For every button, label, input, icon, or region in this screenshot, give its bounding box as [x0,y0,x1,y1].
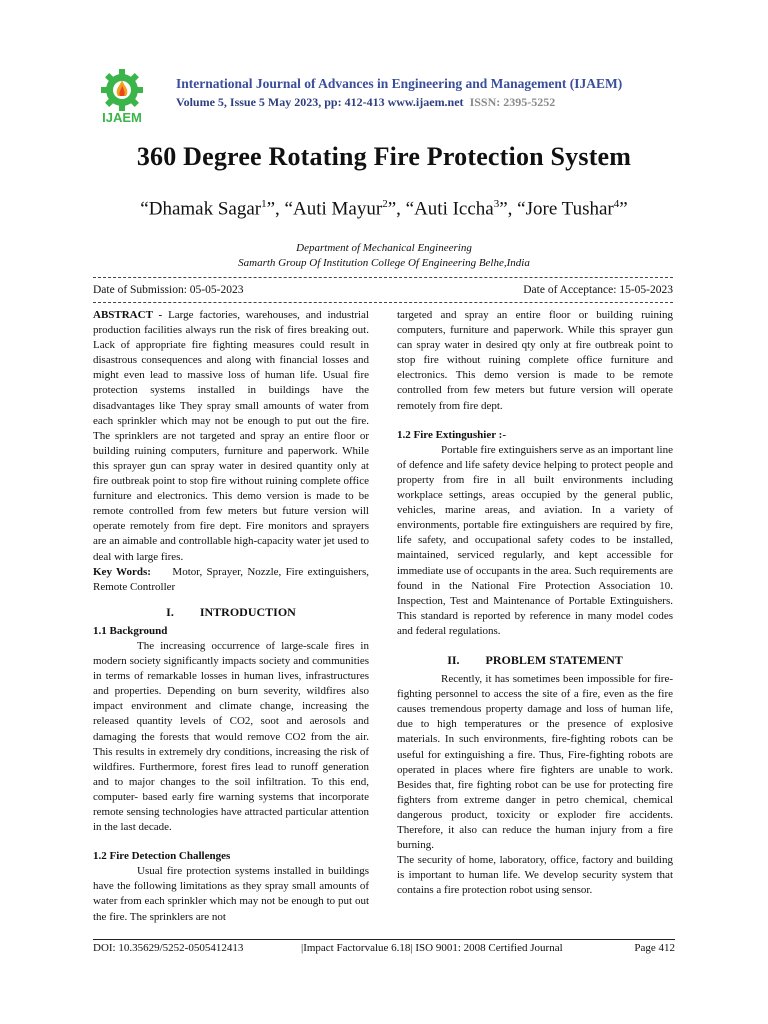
impact-factor: |Impact Factorvalue 6.18| ISO 9001: 2008 Certified Journal [301,942,563,954]
paragraph: The security of home, laboratory, office, factory and building is important to human life. We develop security system that contains a fire protection robot using sensor. [397,854,673,897]
section-heading-problem-statement: II. PROBLEM STATEMENT [447,652,623,667]
keywords [93,565,369,595]
author-name: Jore Tushar [525,198,614,220]
subsection-heading: 1.2 Fire Extingushier :- [397,428,506,441]
affiliation [0,241,768,271]
subsection-heading: 1.1 Background [93,624,168,637]
author-sup: 4 [613,198,620,210]
keywords-text: Motor, Sprayer, Nozzle, Fire extinguishers, Remote Controller [93,565,369,593]
author-sup: 2 [382,198,388,210]
journal-name: International Journal of Advances in Engineering and Management (IJAEM) [176,76,623,91]
divider [93,277,673,278]
author-list: “Dhamak Sagar$^1$”, “Auti Mayur$^2$”, “Auti Iccha$^3$”, “Jore Tushar$^4$” [140,198,628,220]
author-name: Dhamak Sagar [148,198,262,220]
journal-header [92,66,692,126]
paragraph: Usual fire protection systems installed in buildings have the following limitations as they spray small amounts of water from each sprinkler which may not be enough to put out the fire. The sprinklers are not [93,865,369,923]
paragraph: Recently, it has sometimes been impossible for fire-fighting personnel to access the site of a fire, even as the fire causes tremendous property damage and loss of human life, due to high temperatures or the presence of explosive materials. In such environments, fire-fighting robots can be useful for extinguishing a fire. Thus, Fire-fighting robots are operated in places where fire fighters are unable to work. Besides that, fire fighting robot can be use for protecting fire fighters from extreme danger in petro chemical, chemical dangerous product, toxicity or exploder fire accidents. Therefore, it also can reduce the human injury from a fire burning. [397,673,673,852]
date-submission: Date of Submission: 05-05-2023 [93,284,244,296]
divider [93,302,673,303]
paragraph: The increasing occurrence of large-scale fires in modern society significantly impacts society and communities in terms of remarkable losses in human lives, infrastructures and properties. Depending on burn severity, wildfires also impact environment and climate change, increasing the released quantity levels of CO2, soot and aerosols and damaging the forests that would remove CO2 from the air. This results in extremely dry conditions, increasing the risk of wildfires. Furthermore, forest fires lead to runoff generation and to major changes to the soil infiltration. To this end, computer- based early fire warning systems that incorporate remote sensing technologies have attracted particular attention in the last decade. [93,639,369,834]
journal-volume [176,95,696,110]
author-name: Auti Iccha [414,198,494,220]
logo-text: IJAEM [102,110,142,125]
page-number: Page 412 [634,942,675,954]
date-acceptance: Date of Acceptance: 15-05-2023 [523,284,673,296]
footer-divider [93,939,675,940]
subsection-heading: 1.2 Fire Detection Challenges [93,850,231,863]
author-name: Auti Mayur [293,198,383,220]
right-column [397,308,673,898]
abstract-text: Large factories, warehouses, and industrial production facilities always run the risk of fires breaking out. Lack of appropriate fire fighting measures could result in disastrous consequences and along with financial losses and might even lead to massive loss of human life. Usual fire protection systems installed in buildings have the disadvantages like They spray small amounts of water from each sprinkler which may not be enough to put out the fire. The sprinklers are not targeted and spray an entire floor or building ruining computers, furniture and paperwork. While this sprayer gun can spray water in desired quantity only at fire outbreak point to stop fire without ruining complete office furniture and electronics. This demo version is made to be remote controlled from few meters but future version will operate remotely from fire dept. Fire monitors and sprayers are an aimable and controllable high-capacity water jet used to deal with large fires. [93,309,369,563]
section-heading-introduction: I. INTRODUCTION [166,604,296,619]
paragraph: Portable fire extinguishers serve as an important line of defence and life safety device helping to protect people and property from fire in all built environments including workplace settings, areas occupied by the general public, vehicles, marine areas, and aviation. In a variety of environments, portable fire extinguishers are required by fire, life safety, and occupational safety codes to be installed, maintained, serviced regularly, and kept accessible for immediate use of occupants in the area. Such requirements are found in the National Fire Protection Association 10. Inspection, Test and Maintenance of Portable Extinguishers. This standard is reported by reference in many model codes and federal regulations. [397,443,673,637]
issn: ISSN: 2395-5252 [469,95,556,109]
author-sup: 1 [261,198,267,210]
volume-info: Volume 5, Issue 5 May 2023, pp: 412-413 www.ijaem.net [176,95,464,109]
ijaem-gear-logo-icon [92,66,162,126]
paper-title: 360 Degree Rotating Fire Protection System [136,142,632,171]
department: Department of Mechanical Engineering [296,242,472,254]
institution: Samarth Group Of Institution College Of Engineering Belhe,India [238,257,530,269]
paragraph: targeted and spray an entire floor or building ruining computers, furniture and paperwork. While this sprayer gun can spray water in desired qty only at fire outbreak point to stop fire without ruining complete office furniture and electronics. This demo version is made to be remote controlled from few meters but future version will operate remotely from fire dept. [397,309,673,412]
abstract [93,308,369,565]
doi: DOI: 10.35629/5252-0505412413 [93,942,244,954]
left-column [93,308,369,925]
author-sup: 3 [493,198,500,210]
dates-row [93,284,673,296]
abstract-label: ABSTRACT - [93,309,163,321]
keywords-label: Key Words: [93,565,151,578]
page-footer [93,942,675,954]
